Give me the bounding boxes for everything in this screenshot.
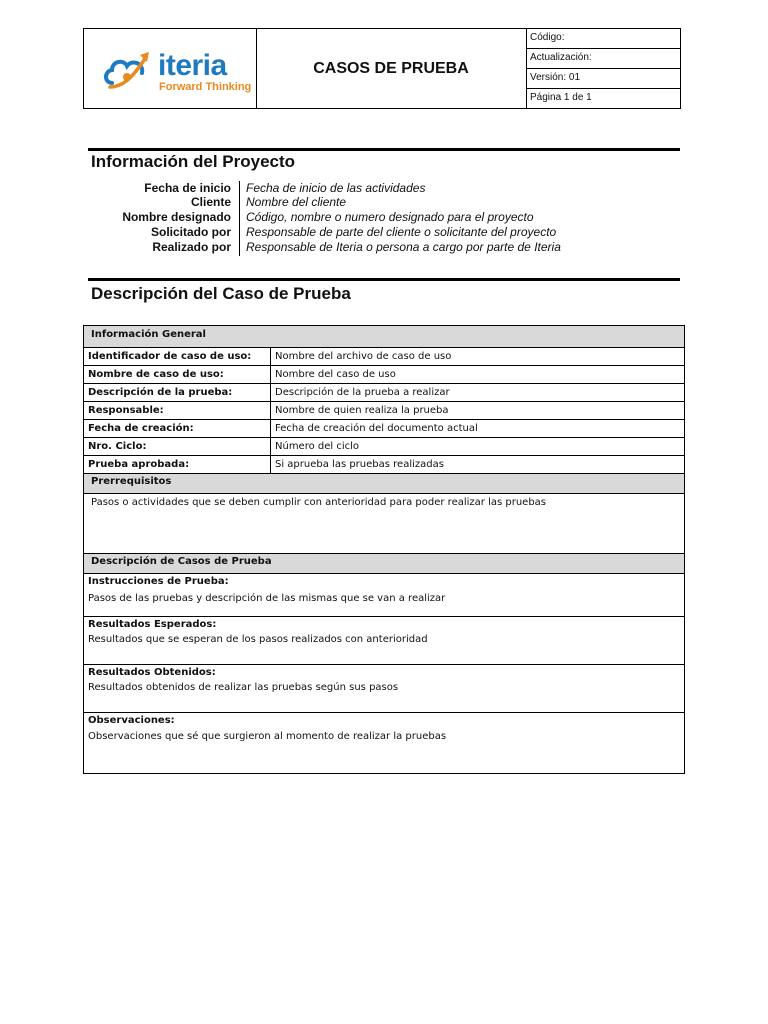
project-value: Nombre del cliente — [246, 195, 347, 209]
row-value: Descripción de la prueba a realizar — [275, 387, 450, 398]
table-row — [84, 384, 684, 402]
instructions-block — [84, 574, 684, 617]
document-header — [83, 28, 681, 109]
row-value: Si aprueba las pruebas realizadas — [275, 459, 444, 470]
block-heading: Observaciones: — [88, 715, 175, 726]
row-label: Prueba aprobada: — [88, 459, 190, 470]
row-label: Identificador de caso de uso: — [88, 351, 252, 362]
table-row — [84, 402, 684, 420]
project-row — [90, 195, 680, 210]
table-row — [84, 420, 684, 438]
logo-cell — [84, 29, 257, 108]
obtained-results-block — [84, 665, 684, 713]
prerequisites-block — [84, 494, 684, 554]
actualizacion-field: Actualización: — [527, 49, 681, 69]
project-label: Fecha de inicio — [144, 181, 231, 195]
block-heading: Resultados Obtenidos: — [88, 667, 216, 678]
test-case-section-title: Descripción del Caso de Prueba — [91, 284, 351, 303]
row-value: Número del ciclo — [275, 441, 360, 452]
document-meta — [527, 29, 681, 108]
project-value: Fecha de inicio de las actividades — [246, 181, 426, 195]
table-row — [84, 438, 684, 456]
prerequisites-text: Pasos o actividades que se deben cumplir con anterioridad para poder realizar las pruebas — [91, 497, 546, 508]
project-value: Código, nombre o numero designado para el proyecto — [246, 210, 534, 224]
section-divider — [88, 278, 680, 281]
project-value: Responsable de Iteria o persona a cargo por parte de Iteria — [246, 240, 561, 254]
row-value: Fecha de creación del documento actual — [275, 423, 478, 434]
block-text: Resultados que se esperan de los pasos realizados con anterioridad — [88, 634, 428, 645]
row-label: Nombre de caso de uso: — [88, 369, 224, 380]
page-number: Página 1 de 1 — [530, 92, 592, 103]
project-row — [90, 210, 680, 225]
cloud-arrow-icon — [102, 43, 158, 95]
table-row — [84, 348, 684, 366]
logo-tagline: Forward Thinking — [159, 81, 252, 93]
project-label: Nombre designado — [122, 210, 231, 224]
version-field: Versión: 01 — [527, 69, 681, 89]
table-row — [84, 456, 684, 474]
iteria-logo — [102, 43, 252, 95]
project-label: Cliente — [190, 195, 231, 209]
block-text: Observaciones que sé que surgieron al momento de realizar la pruebas — [88, 731, 447, 742]
project-row — [90, 181, 680, 196]
row-label: Responsable: — [88, 405, 164, 416]
table-row — [84, 366, 684, 384]
project-label: Solicitado por — [150, 225, 231, 239]
project-section-title: Información del Proyecto — [91, 152, 296, 171]
project-row — [90, 240, 680, 255]
test-case-table — [83, 325, 685, 774]
prerequisites-header: Prerrequisitos — [84, 474, 684, 494]
row-label: Nro. Ciclo: — [88, 441, 147, 452]
observations-block — [84, 713, 684, 773]
row-value: Nombre del caso de uso — [275, 369, 396, 380]
codigo-field: Código: — [527, 29, 681, 49]
row-label: Fecha de creación: — [88, 423, 194, 434]
project-row — [90, 225, 680, 240]
general-info-header: Información General — [84, 326, 684, 348]
project-value: Responsable de parte del cliente o solicitante del proyecto — [246, 225, 557, 239]
section-divider — [88, 148, 680, 151]
row-value: Nombre del archivo de caso de uso — [275, 351, 452, 362]
row-value: Nombre de quien realiza la prueba — [275, 405, 449, 416]
row-label: Descripción de la prueba: — [88, 387, 233, 398]
block-heading: Resultados Esperados: — [88, 619, 217, 630]
document-title: CASOS DE PRUEBA — [256, 29, 527, 108]
test-cases-header: Descripción de Casos de Prueba — [84, 554, 684, 574]
project-label: Realizado por — [152, 240, 231, 254]
logo-wordmark: iteria — [158, 49, 227, 82]
expected-results-block — [84, 617, 684, 665]
block-heading: Instrucciones de Prueba: — [88, 576, 229, 587]
block-text: Resultados obtenidos de realizar las pruebas según sus pasos — [88, 682, 399, 693]
block-text: Pasos de las pruebas y descripción de las mismas que se van a realizar — [88, 593, 446, 604]
